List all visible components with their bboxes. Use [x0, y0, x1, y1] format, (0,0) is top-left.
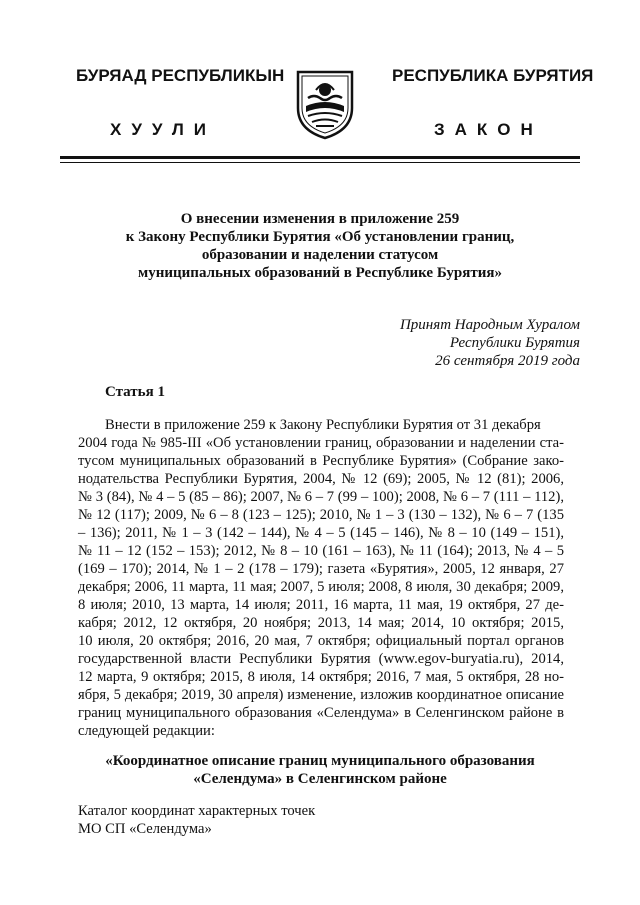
header-right-document-type: ЗАКОН — [434, 120, 543, 139]
body-text-line: 8 июля; 2010, 13 марта, 14 июля; 2011, 16 марта, 11 мая, 19 октября, 27 де- — [78, 597, 564, 613]
adoption-note-line: Республики Бурятия — [449, 335, 580, 351]
body-text-line: № 3 (84), № 4 – 5 (85 – 86); 2007, № 6 – 7 (99 – 100); 2008, № 6 – 7 (111 – 112), — [78, 489, 564, 505]
law-title-line: О внесении изменения в приложение 259 — [180, 211, 460, 227]
header-left-document-type: ХУУЛИ — [110, 120, 216, 139]
law-title-line: образовании и наделении статусом — [201, 247, 439, 263]
coat-of-arms-emblem-icon — [294, 68, 356, 140]
header-left-title: БУРЯАД РЕСПУБЛИКЫН — [76, 66, 285, 85]
body-text-line: государственной власти Республики Бурятия (www.egov-buryatia.ru), 2014, — [78, 651, 564, 667]
law-title-line: к Закону Республики Бурятия «Об установлении границ, — [125, 229, 515, 245]
article-heading: Статья 1 — [105, 384, 165, 400]
body-text-line: границ муниципального образования «Селендума» в Селенгинском районе в — [78, 705, 564, 721]
body-text-line: 12 марта, 9 октября; 2015, 8 июля, 14 октября; 2016, 7 мая, 5 октября, 28 но- — [78, 669, 564, 685]
body-text-line: № 11 – 12 (152 – 153); 2012, № 8 – 10 (161 – 163), № 11 (164); 2013, № 4 – 5 — [78, 543, 564, 559]
body-text-line: (169 – 170); 2014, № 1 – 2 (178 – 179); газета «Бурятия», 2005, 12 января, 27 — [78, 561, 564, 577]
body-text-line: тусом муниципальных образований в Республике Бурятия» (Собрание зако- — [78, 453, 564, 469]
body-text-line: кабря; 2012, 12 октября, 20 ноября; 2013, 14 мая; 2014, 10 октября; 2015, — [78, 615, 564, 631]
header-divider-thick — [60, 156, 580, 159]
coordinate-description-title: «Селендума» в Селенгинском районе — [193, 771, 447, 787]
body-text-line: – 136); 2011, № 1 – 3 (142 – 144), № 4 – 5 (145 – 146), № 8 – 10 (149 – 151), — [78, 525, 564, 541]
law-title-line: муниципальных образований в Республике Бурятия» — [138, 265, 502, 281]
adoption-date: 26 сентября 2019 года — [435, 353, 580, 369]
body-text-line: Внести в приложение 259 к Закону Республики Бурятия от 31 декабря — [105, 417, 541, 433]
adoption-note-line: Принят Народным Хуралом — [399, 317, 580, 333]
body-text-line: ября, 5 декабря; 2019, 30 апреля) изменение, изложив координатное описание — [78, 687, 564, 703]
catalog-caption-line: Каталог координат характерных точек — [78, 803, 316, 819]
body-text-line: 2004 года № 985-III «Об установлении границ, образовании и наделении ста- — [78, 435, 564, 451]
header-divider-thin — [60, 162, 580, 163]
header-right-title: РЕСПУБЛИКА БУРЯТИЯ — [392, 66, 594, 85]
body-text-line: № 12 (117); 2009, № 6 – 8 (123 – 125); 2010, № 1 – 3 (130 – 132), № 6 – 7 (135 — [78, 507, 564, 523]
body-text-line: следующей редакции: — [78, 723, 215, 739]
coordinate-description-title: «Координатное описание границ муниципального образования — [105, 753, 535, 769]
body-text-line: нодательства Республики Бурятия, 2004, № 12 (69); 2005, № 12 (81); 2006, — [78, 471, 564, 487]
body-text-line: 10 июля, 20 октября; 2016, 20 мая, 7 октября; официальный портал органов — [78, 633, 564, 649]
catalog-caption-line: МО СП «Селендума» — [78, 821, 212, 837]
body-text-line: декабря; 2006, 11 марта, 11 мая; 2007, 5 июля; 2008, 8 июля, 30 декабря; 2009, — [78, 579, 564, 595]
